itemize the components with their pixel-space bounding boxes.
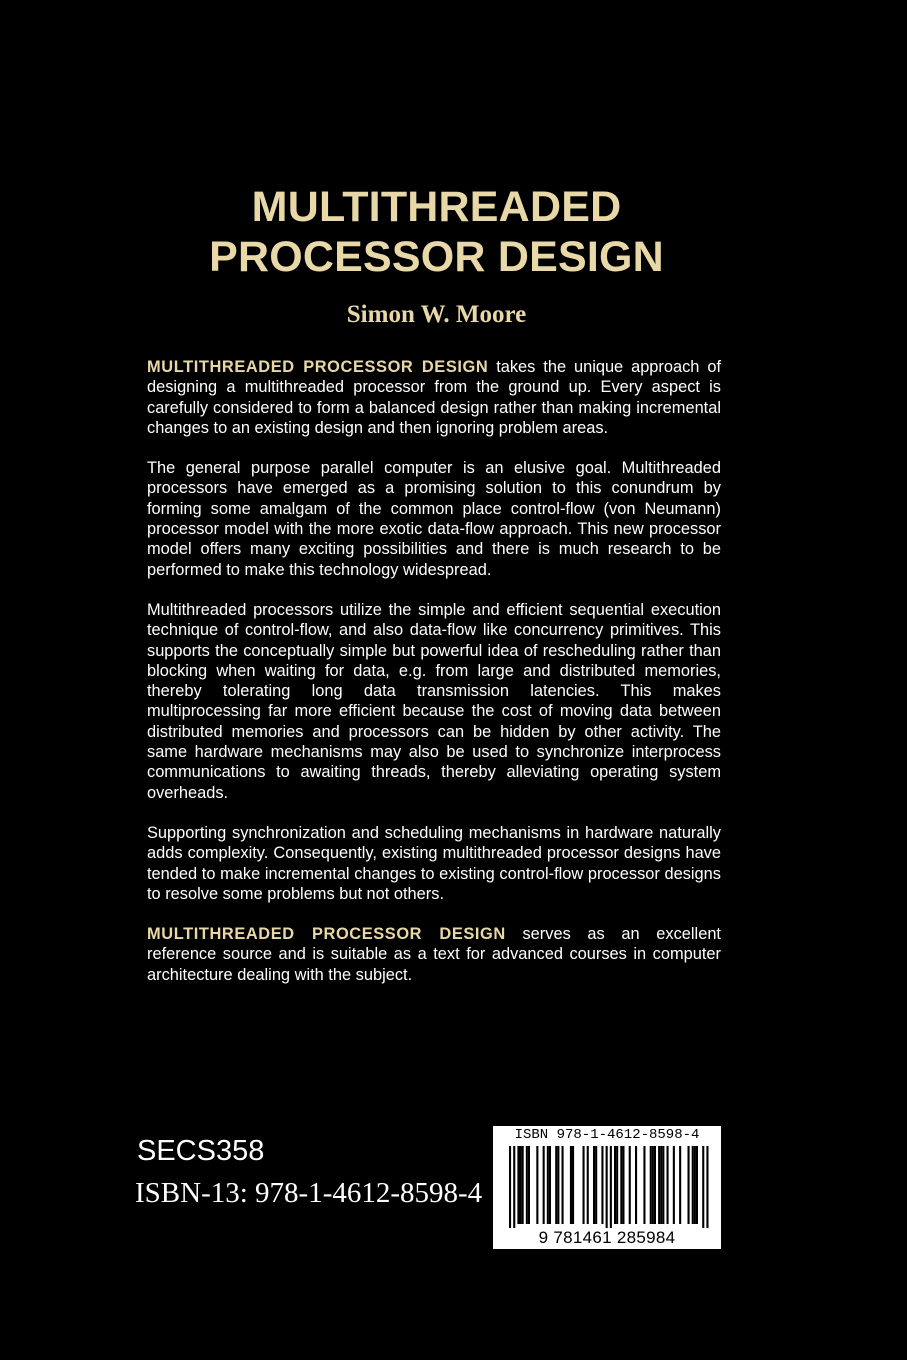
barcode-digits: 9 781461 285984 (538, 1228, 676, 1247)
barcode-bar (606, 1146, 608, 1228)
blurb-paragraph-5 (147, 924, 721, 985)
blurb-paragraph-1 (147, 357, 721, 438)
barcode-bar (616, 1146, 618, 1224)
barcode-bar (528, 1146, 530, 1224)
barcode-bar (620, 1146, 622, 1224)
barcode-bar (513, 1146, 515, 1228)
blurb-title-highlight: MULTITHREADED PROCESSOR DESIGN (147, 358, 489, 376)
barcode-bar (635, 1146, 637, 1224)
barcode-bar (543, 1146, 545, 1224)
barcode-bar (662, 1146, 664, 1224)
blurb-title-highlight: MULTITHREADED PROCESSOR DESIGN (147, 925, 506, 944)
barcode-bar (555, 1146, 557, 1224)
blurb-paragraph-1-text: takes the unique approach of designing a multithreaded processor from the ground up. Every aspect is carefully considered to form a balanced design rather than making incremental changes to an existing design and then ignoring problem areas. (147, 358, 721, 437)
barcode-bar (587, 1146, 589, 1224)
barcode-isbn-label: ISBN 978-1-4612-8598-4 (514, 1127, 700, 1143)
blurb (147, 357, 721, 1005)
barcode-bar (694, 1146, 696, 1224)
barcode-bar (629, 1146, 631, 1224)
barcode-bar (696, 1146, 698, 1224)
barcode-bar (622, 1146, 624, 1224)
barcode-bar (706, 1146, 708, 1228)
barcode-bar (557, 1146, 559, 1224)
barcode-bar (673, 1146, 675, 1224)
barcode-bar (643, 1146, 645, 1224)
barcode-bar (572, 1146, 574, 1224)
isbn-13: ISBN-13: 978-1-4612-8598-4 (135, 1177, 483, 1209)
blurb-paragraph-2: The general purpose parallel computer is an elusive goal. Multithreaded processors have emerged as a promising solution to this conundrum by forming some amalgam of the common place control-flow (von Neumann) processor model with the more exotic data-flow approach. This new processor model offers many exciting possibilities and there is much research to be performed to make this technology widespread. (147, 459, 721, 579)
barcode-bar (520, 1146, 522, 1224)
barcode-bar (526, 1146, 528, 1224)
book-title (0, 182, 873, 282)
blurb-paragraph-4: Supporting synchronization and scheduling mechanisms in hardware naturally adds complexity. Consequently, existing multithreaded processor designs have tended to make incremental changes to existing control-flow processor designs to resolve some problems but not others. (147, 823, 721, 903)
barcode-bar (562, 1146, 564, 1224)
barcode-bar (652, 1146, 654, 1224)
blurb-paragraph-3: Multithreaded processors utilize the simple and efficient sequential execution technique of control-flow, and also data-flow like concurrency primitives. This supports the conceptually simple but powerful idea of rescheduling rather than blocking when waiting for data, e.g. from large and distributed memories, thereby tolerating long data transmission latencies. This makes multiprocessing far more efficient because the cost of moving data between distributed memories and processors can be hidden by other activity. The same hardware mechanisms may also be used to synchronize interprocess communications to awaiting threads, thereby alleviating operating system overheads. (147, 600, 721, 802)
title-line-1: MULTITHREADED (251, 183, 622, 231)
barcode-bar (688, 1146, 690, 1224)
barcode-bar (650, 1146, 652, 1224)
barcode-bar (610, 1146, 612, 1228)
barcode-bar (595, 1146, 597, 1224)
barcode-bar (547, 1146, 549, 1224)
barcode-bar (658, 1146, 660, 1224)
blurb-paragraph-5-text: serves as an excellent reference source and is suitable as a text for advanced courses in computer architecture dealing with the subject. (147, 925, 721, 984)
barcode-bar (614, 1146, 616, 1224)
barcode-bar (654, 1146, 656, 1224)
barcode-bar (667, 1146, 669, 1224)
author-name: Simon W. Moore (346, 301, 527, 328)
barcode-bar (593, 1146, 595, 1224)
barcode-bars (497, 1146, 717, 1230)
barcode-bar (692, 1146, 694, 1224)
barcode-bar (509, 1146, 511, 1228)
barcode-bar (660, 1146, 662, 1224)
barcode-bar (583, 1146, 585, 1224)
barcode-bar (549, 1146, 551, 1224)
barcode-bar (702, 1146, 704, 1228)
barcode-bar (536, 1146, 538, 1224)
title-line-2: PROCESSOR DESIGN (209, 233, 664, 281)
barcode-bar (601, 1146, 603, 1224)
barcode (493, 1126, 721, 1249)
series-code: SECS358 (137, 1135, 265, 1167)
barcode-bar (517, 1146, 519, 1224)
barcode-bar (570, 1146, 572, 1224)
barcode-bar (679, 1146, 681, 1224)
barcode-bar (522, 1146, 524, 1224)
